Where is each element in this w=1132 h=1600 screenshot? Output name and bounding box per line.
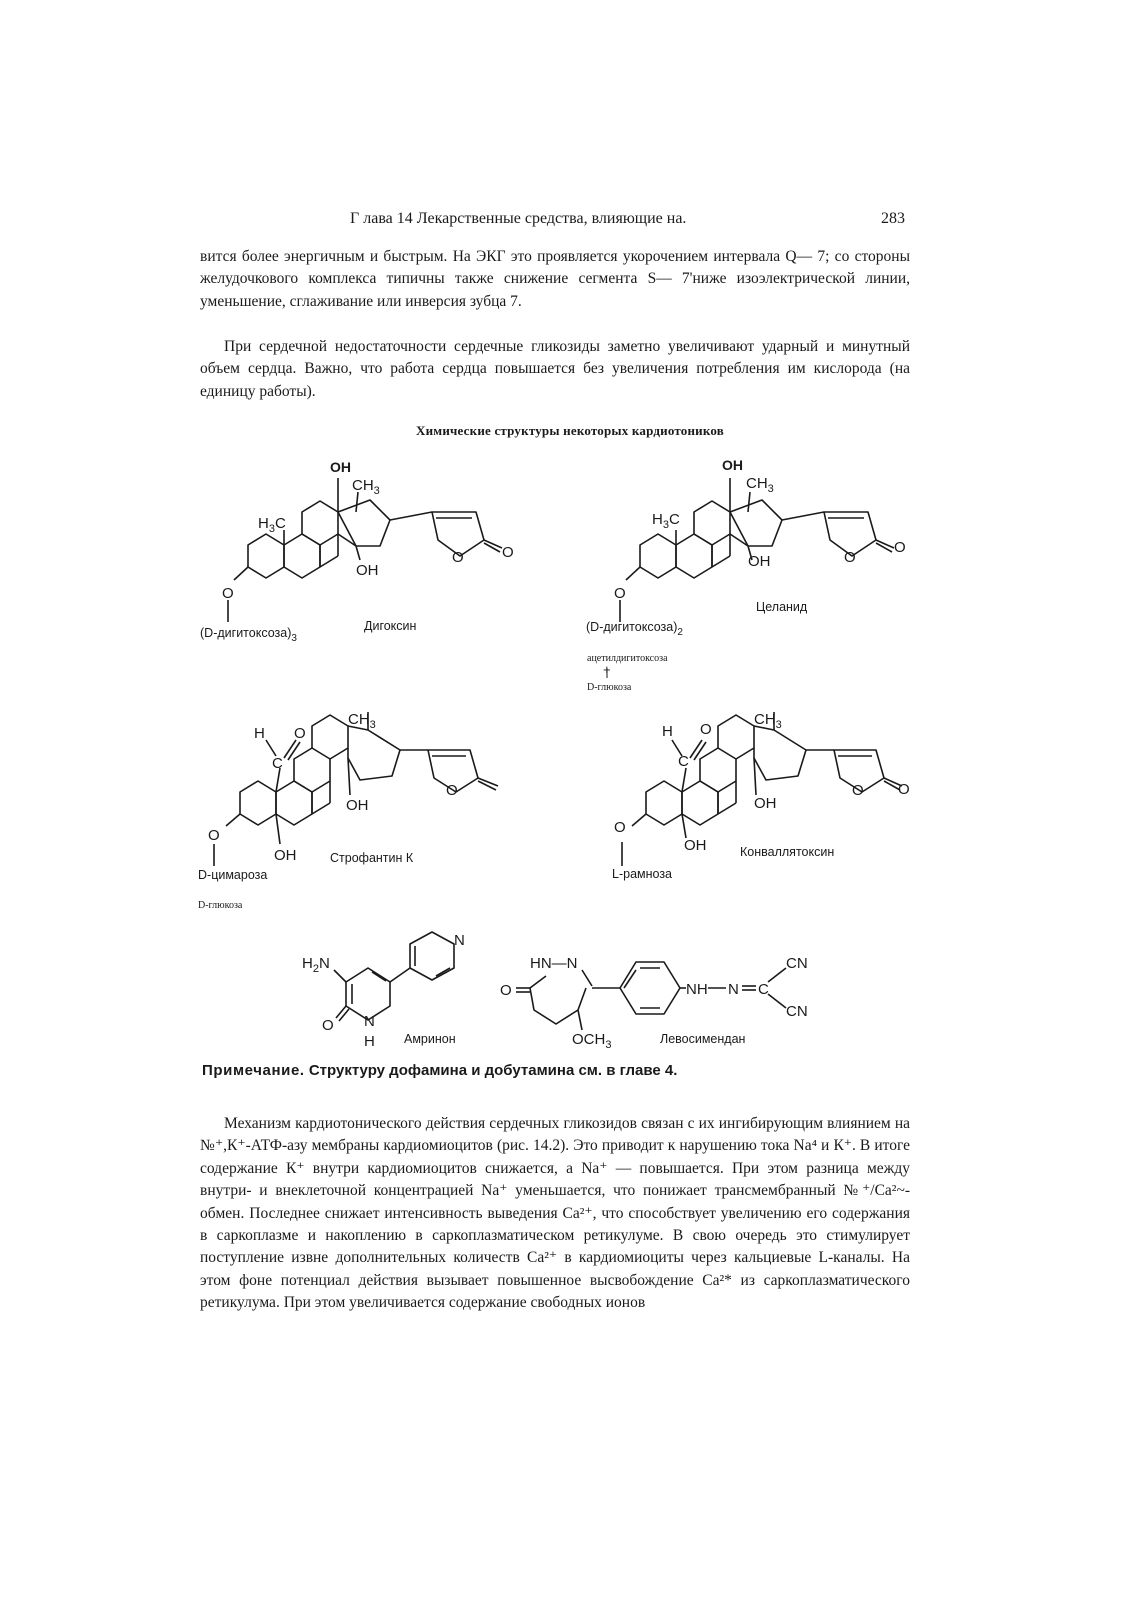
amrinone-pyridine-ring: [410, 932, 454, 980]
page-number: 283: [881, 210, 905, 227]
strophanthin-oh-mid: OH: [346, 797, 369, 814]
strophanthin-ring-a: [240, 781, 276, 825]
figure-note: [202, 1062, 677, 1079]
levosimendan-nh: NH: [686, 981, 708, 998]
celanide-glucose: D-глюкоза: [587, 682, 632, 693]
note-text: Структуру дофамина и добутамина см. в главе 4.: [308, 1062, 678, 1079]
figure-caption: Химические структуры некоторых кардиотоников: [416, 423, 724, 438]
strophanthin-ring-b: [276, 781, 312, 825]
celanide-ch3: $CH_3$: [746, 475, 774, 495]
levosimendan-cn-bottom: CN: [786, 1003, 808, 1020]
paragraph-ecg: вится более энергичным и быстрым. На ЭКГ это проявляется укорочением интервала Q— 7; со стороны желудочкового комплекса типичны также снижение сегмента S— 7'ниже изоэлектрической линии, уменьшение, сглаживание или инверсия зубца 7.: [200, 248, 910, 310]
strophanthin-o-ald: O: [294, 725, 306, 742]
celanide-oh-mid: OH: [748, 553, 771, 570]
digoxin-o-link: O: [222, 585, 234, 602]
celanide-o-link: O: [614, 585, 626, 602]
celanide-oh-top: OH: [722, 457, 743, 473]
amrinone-structure: [334, 932, 454, 1021]
convallatoxin-ring-b: [682, 781, 718, 825]
convallatoxin-ring-a: [646, 781, 682, 825]
digoxin-ring-a: [248, 534, 284, 578]
strophanthin-name: Строфантин К: [330, 851, 414, 865]
paragraph-heart-failure: При сердечной недостаточности сердечные гликозиды заметно увеличивают ударный и минутный объем сердца. Важно, что работа сердца повышается без увеличения потребления им кислорода (на единицу работы).: [200, 338, 910, 400]
amrinone-name: Амринон: [404, 1032, 456, 1046]
strophanthin-sugar: D-цимароза: [198, 868, 268, 882]
convallatoxin-ch3: $CH_3$: [754, 711, 782, 731]
strophanthin-c: C: [272, 755, 283, 772]
convallatoxin-oh-mid: OH: [754, 795, 777, 812]
celanide-plus: +: [603, 662, 611, 677]
paragraph-mechanism: Механизм кардиотонического действия сердечных гликозидов связан с их ингибирующим влиянием на №⁺,К⁺-АТФ-азу мембраны кардиомиоцитов (рис. 14.2). Это приводит к нарушению тока Na⁴ и К⁺. В итоге содержание К⁺ внутри кардиомиоцитов снижается, а Na⁺ — повышается. При этом разница между внутри- и внеклеточной концентрацией Na⁺ уменьшается, что понижает трансмембранный №⁺/Са²~-обмен. Последнее снижает интенсивность выведения Са²⁺, что способствует увеличению его содержания в саркоплазме и накоплению в саркоплазматическом ретикулуме. В свою очередь это стимулирует поступление извне дополнительных количеств Са²⁺ в кардиомиоциты через кальциевые L-каналы. На этом фоне потенциал действия вызывает повышенное высвобождение Са²* из саркоплазматического ретикулума. При этом увеличивается содержание свободных ионов: [200, 1115, 910, 1312]
celanide-name: Целанид: [756, 600, 808, 614]
levosimendan-o: O: [500, 982, 512, 999]
convallatoxin-c: C: [678, 753, 689, 770]
amrinone-n-ring: N: [364, 1013, 375, 1030]
convallatoxin-o-carbonyl: O: [898, 781, 910, 798]
strophanthin-glucose: D-глюкоза: [198, 900, 243, 911]
digoxin-h3c: $H_3C$: [258, 515, 286, 535]
convallatoxin-oh-low: OH: [684, 837, 707, 854]
digoxin-name: Дигоксин: [364, 619, 417, 633]
strophanthin-h: H: [254, 725, 265, 742]
strophanthin-oh-low: OH: [274, 847, 297, 864]
celanide-o-carbonyl: O: [894, 539, 906, 556]
celanide-structure: [607, 478, 894, 678]
digoxin-ch3: $CH_3$: [352, 477, 380, 497]
amrinone-o: O: [322, 1017, 334, 1034]
levosimendan-hn-n: HN—N: [530, 955, 578, 972]
amrinone-h: H: [364, 1033, 375, 1050]
convallatoxin-sugar: L-рамноза: [612, 867, 673, 881]
convallatoxin-o-ald: O: [700, 721, 712, 738]
celanide-h3c: $H_3C$: [652, 511, 680, 531]
levosimendan-phenyl-ring: [620, 962, 680, 1014]
amrinone-n-pyridine: N: [454, 932, 465, 949]
celanide-acetyl: ацетилдигитоксоза: [587, 653, 668, 664]
amrinone-h2n: $H_2N$: [302, 955, 330, 975]
note-lead: Примечание.: [202, 1062, 305, 1079]
convallatoxin-h: H: [662, 723, 673, 740]
celanide-ring-b: [676, 534, 712, 578]
celanide-ring-a: [640, 534, 676, 578]
digoxin-o-ring: O: [452, 549, 464, 566]
strophanthin-o-link: O: [208, 827, 220, 844]
convallatoxin-o-link: O: [614, 819, 626, 836]
digoxin-oh-top: OH: [330, 459, 351, 475]
digoxin-ring-b: [284, 534, 320, 578]
levosimendan-cn-top: CN: [786, 955, 808, 972]
celanide-sugar: $(D-дигитоксоза)_2$: [586, 620, 683, 638]
running-header-title: Г лава 14 Лекарственные средства, влияющие на.: [350, 210, 687, 227]
digoxin-sugar: $(D-дигитоксоза)_3$: [200, 626, 297, 644]
strophanthin-o-ring: O: [446, 782, 458, 799]
digoxin-o-carbonyl: O: [502, 544, 514, 561]
levosimendan-n: N: [728, 981, 739, 998]
levosimendan-och3: $OCH_3$: [572, 1031, 612, 1051]
strophanthin-ch3: $CH_3$: [348, 711, 376, 731]
convallatoxin-name: Конваллятоксин: [740, 845, 835, 859]
convallatoxin-o-ring: O: [852, 782, 864, 799]
celanide-o-ring: O: [844, 549, 856, 566]
levosimendan-name: Левосимендан: [660, 1032, 746, 1046]
levosimendan-c: C: [758, 981, 769, 998]
digoxin-oh-mid: OH: [356, 562, 379, 579]
levosimendan-structure: [516, 962, 786, 1030]
